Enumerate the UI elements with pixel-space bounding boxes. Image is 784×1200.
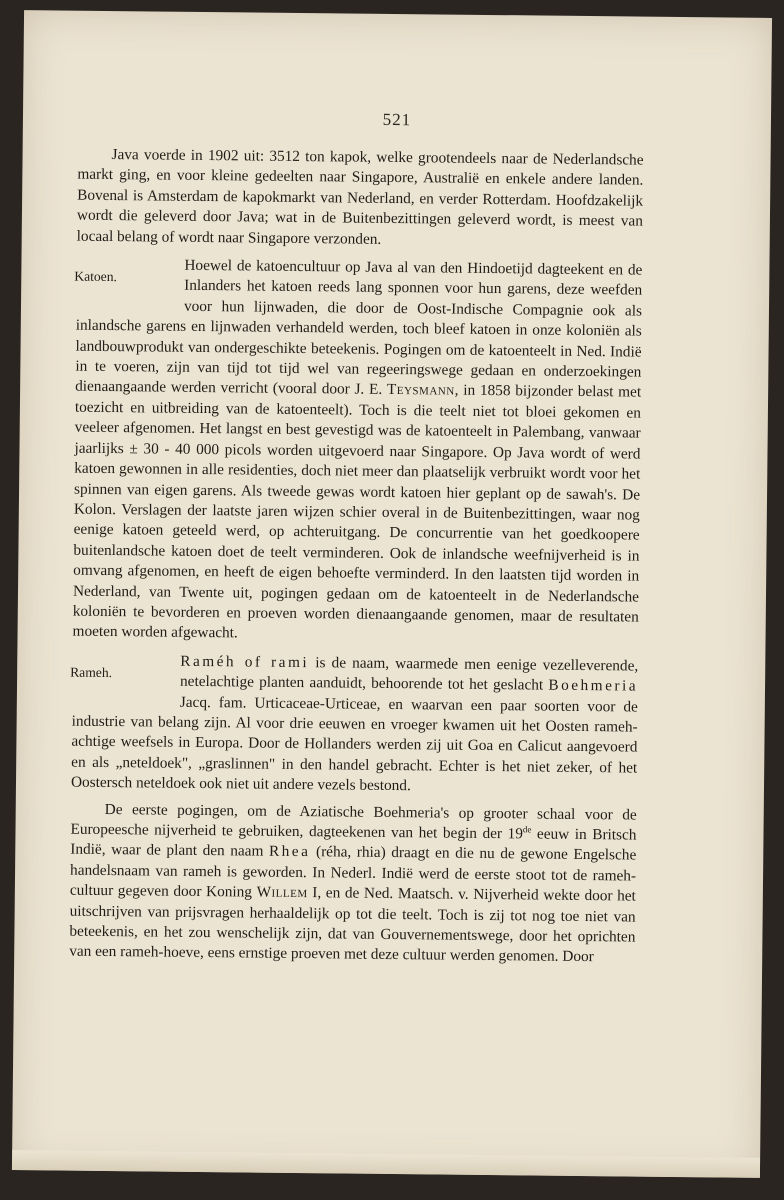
page-edge (12, 1150, 760, 1178)
paragraph-kapok (77, 145, 644, 253)
side-heading-rameh: Rameh. (70, 664, 113, 680)
text-run: , in 1858 bijzonder belast met toezicht en uitbreiding van de katoenteelt). Toch is die teelt niet tot bloei gekomen en veeleer afgenomen. Het langst en best gevestigd was de katoenteelt in Palembang, vanwaar jaarlijks ± 30 - 40 000 picols worden uitgevoerd naar Singapore. Op Java wordt of werd katoen gewonnen in alle residenties, doch niet meer dan plaatselijk verbruikt wordt voor het spinnen van eigen garens. Als tweede gewas wordt katoen hier geplant op de sawah's. De Kolon. Verslagen der laatste jaren wijzen schier overal in de Buitenbezittingen, waar nog eenige katoen geteeld werd, op achteruitgang. De concurrentie van het goedkoopere buitenlandsche katoen doet de teelt verminderen. Ook de inlandsche weefnijverheid is in omvang afgenomen, en heeft de eigen behoefte verminderd. In den laatsten tijd worden in Nederland, van Twente uit, pogingen gedaan om de katoenteelt in de Nederlandsche koloniën te bevorderen en proeven worden dienaangaande genomen, maar de resultaten moeten worden afgewacht. (72, 382, 642, 642)
term-rameh: Raméh of rami (180, 652, 310, 671)
superscript: de (522, 824, 532, 835)
page-number: 521 (382, 109, 412, 130)
text-run: is de naam, waarmede men eenige vezelleverende, netelachtige planten aanduidt, behoorende tot het geslacht (179, 653, 639, 694)
text-run: De eerste pogingen, om de Aziatische Boehmeria's op grooter schaal voor de Europeesche nijverheid te gebruiken, dagteekenen van het begin der 19 (70, 800, 637, 843)
text-run: I, en de Ned. Maatsch. v. Nijverheid wekte door het uitschrijven van prijsvragen herhaaldelijk op tot die teelt. Toch is zij tot nog toe niet van beteekenis, en het zou wenschelijk zijn, dat van Gouvernementswege, door het oprichten van een rameh-hoeve, eens ernstige proeven met deze cultuur werden genomen. Door (69, 884, 636, 966)
genus-name: Boehmeria (548, 676, 639, 695)
body-text (69, 145, 644, 969)
paragraph-katoen (72, 255, 642, 649)
paragraph-boehmeria (69, 799, 637, 968)
text-run: (réha, rhia) draagt en die nu de gewone Engelsche handelsnaam van rameh is geworden. In Nederl. Indië werd de eerste stoot tot de rameh-cultuur gegeven door Koning (69, 843, 637, 901)
text-run: eeuw in Britsch Indië, waar de plant den naam (70, 825, 637, 861)
book-page (12, 10, 772, 1178)
family-name: Urticaceae-Urticeae (254, 694, 377, 713)
author-name: Teysmann (386, 381, 455, 400)
side-heading-katoen: Katoen. (74, 268, 118, 285)
text-run: Java voerde in 1902 uit: 3512 ton kapok, welke grootendeels naar de Nederlandsche markt ging, en voor kleine gedeelten naar Singapore, Australië en enkele andere landen. Bovenal is Amsterdam de kapokmarkt van Nederland, en verder Rotterdam. Hoofdzakelijk wordt die geleverd door Java; wat in de Buitenbezittingen geleverd wordt, is meest van locaal belang of wordt naar Singapore verzonden. (76, 146, 644, 248)
rhea-term: Rhea (268, 843, 311, 861)
text-run: Jacq. fam. (179, 693, 255, 712)
text-run: Hoewel de katoencultuur op Java al van den Hindoetijd dagteekent en de Inlanders het katoen reeds lang sponnen voor hun garens, deze weefden voor hun lijnwaden, die door de Oost-Indische Compagnie ook als inlandsche garens en lijnwaden verhandeld werden, toch bleef katoen in onze koloniën als landbouwprodukt van ondergeschikte beteekenis. Pogingen om de katoenteelt in Ned. Indië in te voeren, zijn van tijd tot tijd wel van regeeringswege gedaan en onderzoekingen dienaangaande werden verricht (vooral door J. E. (75, 256, 643, 399)
text-run: , en waarvan een paar soorten voor de industrie van belang zijn. Al voor drie eeuwen en vroeger kwamen uit het Oosten rameh-achtige weefsels in Europa. Door de Hollanders werden zij uit Goa en Calicut aangevoerd en als „neteldoek", „graslinnen" in den handel gebracht. Echter is het niet zeker, of het Oostersch neteldoek ook niet uit andere vezels bestond. (70, 695, 638, 795)
king-name: Willem (256, 883, 308, 902)
